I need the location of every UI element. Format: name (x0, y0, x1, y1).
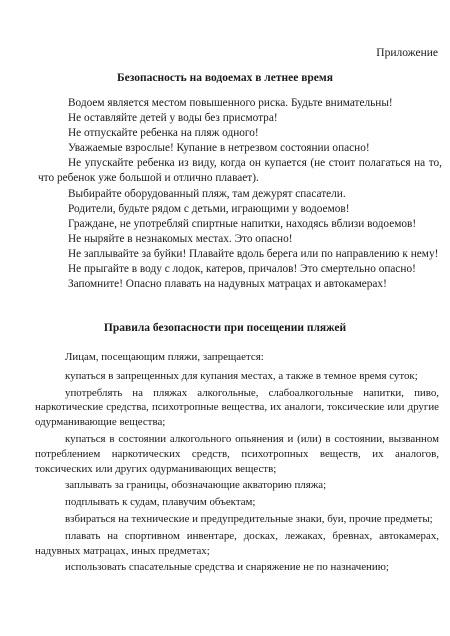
section1-line: Водоем является местом повышенного риска. Будьте внимательны! (68, 97, 393, 109)
rule-item: взбираться на технические и предупредительные знаки, буи, прочие предметы; (65, 512, 433, 525)
appendix-label: Приложение (376, 47, 438, 59)
rule-item: заплывать за границы, обозначающие акваторию пляжа; (65, 479, 327, 492)
rule-item: использовать спасательные средства и снаряжение не по назначению; (65, 561, 389, 574)
section1-line: Не упускайте ребенка из виду, когда он купается (не стоит полагаться на то, что ребенок уже большой и отлично плавает). (38, 157, 442, 185)
rule-item: употреблять на пляжах алкогольные, слабоалкогольные напитки, пиво, наркотические средства, психотропные вещества, их аналоги, токсические или другие одурманивающие вещества; (35, 386, 439, 429)
section1-title: Безопасность на водоемах в летнее время (117, 72, 333, 84)
section1-line: Не отпускайте ребенка на пляж одного! (68, 127, 259, 140)
section1-line: Запомните! Опасно плавать на надувных матрацах и автокамерах! (68, 278, 387, 291)
section2-intro: Лицам, посещающим пляжи, запрещается: (65, 351, 264, 363)
rule-item: купаться в запрещенных для купания местах, а также в темное время суток; (65, 369, 418, 382)
section1-line: Родители, будьте рядом с детьми, играющими у водоемов! (68, 202, 350, 215)
section1-line: Граждане, не употребляй спиртные напитки, находясь вблизи водоемов! (68, 217, 417, 230)
section2-body (35, 350, 439, 577)
rule-item: плавать на спортивном инвентаре, досках, лежаках, бревнах, автокамерах, надувных матрацах, иных предметах; (35, 529, 439, 557)
section1-line: Не прыгайте в воду с лодок, катеров, причалов! Это смертельно опасно! (68, 263, 416, 276)
section2-title: Правила безопасности при посещении пляжей (103, 322, 347, 334)
rule-item: подплывать к судам, плавучим объектам; (65, 496, 256, 509)
section1-line: Не оставляйте детей у воды без присмотра! (68, 112, 278, 125)
section1-line: Уважаемые взрослые! Купание в нетрезвом состоянии опасно! (68, 142, 370, 155)
section1-line: Не ныряйте в незнакомых местах. Это опасно! (68, 232, 293, 245)
section1-line: Выбирайте оборудованный пляж, там дежурят спасатели. (68, 187, 346, 200)
section1-line: Не заплывайте за буйки! Плавайте вдоль берега или по направлению к нему! (68, 247, 439, 260)
rule-item: купаться в состоянии алкогольного опьянения и (или) в состоянии, вызванном потреблением наркотических средств, психотропных веществ, их аналогов, токсических или других одурманивающих веществ; (35, 432, 439, 475)
section1-body (38, 96, 442, 292)
